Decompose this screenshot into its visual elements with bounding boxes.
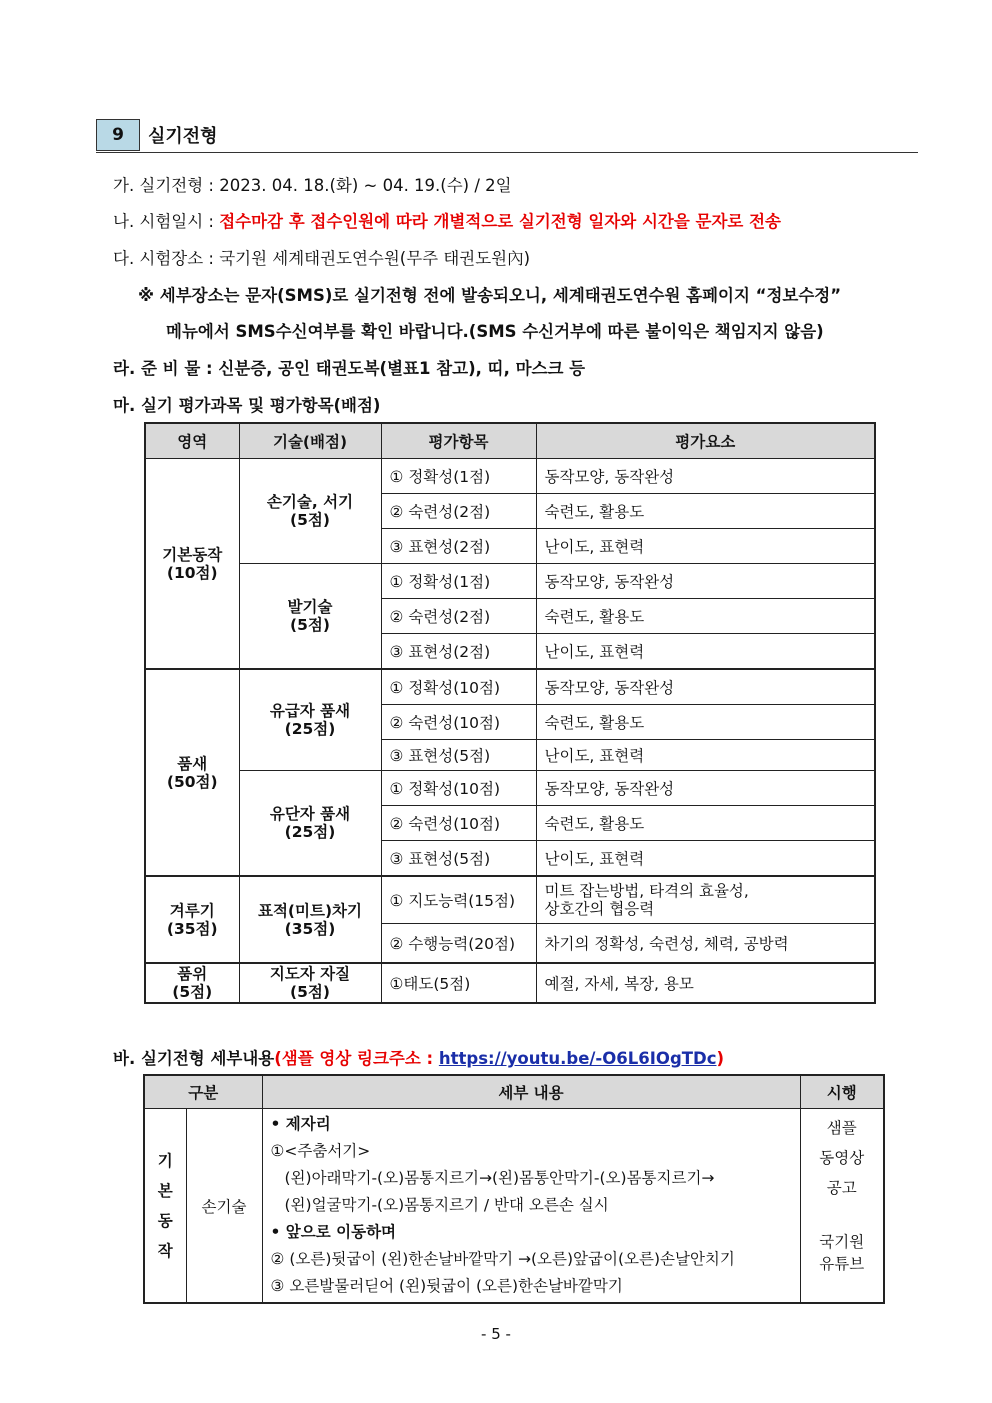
element-cell: 동작모양, 동작완성	[536, 771, 875, 806]
element-cell: 동작모양, 동작완성	[536, 459, 875, 494]
table-row	[145, 459, 875, 494]
skill-name: 유단자 품새	[269, 805, 351, 823]
line-ma: 마. 실기 평가과목 및 평가항목(배점)	[113, 396, 381, 415]
area-name: 겨루기	[169, 901, 215, 920]
area-score: (10점)	[166, 563, 218, 582]
line-na-value: 접수마감 후 접수인원에 따라 개별적으로 실기전형 일자와 시간을 문자로 전송	[219, 212, 781, 231]
skill-cell	[239, 564, 381, 670]
line-da-value: 국기원 세계태권도연수원(무주 태권도원內)	[219, 249, 531, 268]
detail-cell	[262, 1109, 800, 1304]
item-cell: ① 지도능력(15점)	[381, 876, 536, 924]
line-ba	[113, 1045, 724, 1069]
item-cell: ①태도(5점)	[381, 963, 536, 1003]
skill-score: (25점)	[284, 823, 336, 841]
exec-line: 공고	[826, 1179, 857, 1197]
exec-line: 유튜브	[819, 1255, 865, 1273]
item-cell: ② 숙련성(10점)	[381, 806, 536, 841]
item-cell: ② 숙련성(10점)	[381, 705, 536, 740]
element-line-2: 상호간의 협응력	[544, 900, 655, 918]
detail-line: ③ 오른발물러딛어 (왼)뒷굽이 (오른)한손날바깥막기	[270, 1277, 623, 1295]
category-cell	[144, 1109, 186, 1304]
header-detail: 세부 내용	[262, 1075, 800, 1109]
detail-line: ①<주춤서기>	[270, 1142, 371, 1160]
line-da	[113, 245, 530, 269]
element-cell: 숙련도, 활용도	[536, 806, 875, 841]
skill-score: (25점)	[284, 720, 336, 738]
area-name: 품위	[177, 965, 208, 983]
section-number: 9	[96, 119, 140, 151]
detail-line: ② (오른)뒷굽이 (왼)한손날바깥막기 →(오른)앞굽이(오른)손날안치기	[270, 1250, 735, 1268]
skill-name: 표적(미트)차기	[257, 901, 362, 920]
detail-line: • 제자리	[270, 1115, 331, 1133]
element-cell: 난이도, 표현력	[536, 841, 875, 877]
skill-name: 지도자 자질	[269, 965, 351, 983]
item-cell: ③ 표현성(5점)	[381, 841, 536, 877]
line-da-label: 다. 시험장소 :	[113, 249, 220, 268]
table-row	[145, 771, 875, 806]
area-cell	[145, 669, 239, 876]
element-line-1: 미트 잡는방법, 타격의 효율성,	[544, 882, 749, 900]
item-cell: ② 숙련성(2점)	[381, 599, 536, 634]
exec-line: 샘플	[826, 1119, 857, 1137]
category-char: 작	[157, 1241, 173, 1260]
line-ba-label: 바. 실기전형 세부내용	[113, 1049, 275, 1068]
skill-cell	[239, 669, 381, 771]
header-skill: 기술(배점)	[239, 423, 381, 459]
skill-cell	[239, 963, 381, 1003]
table-header-row	[145, 423, 875, 459]
skill-cell	[239, 876, 381, 963]
item-cell: ② 수행능력(20점)	[381, 924, 536, 964]
element-cell: 난이도, 표현력	[536, 740, 875, 771]
section-title: 실기전형	[148, 126, 218, 147]
header-category: 구분	[144, 1075, 262, 1109]
table-row	[145, 669, 875, 705]
sub-category-cell: 손기술	[186, 1109, 262, 1304]
detail-line: • 앞으로 이동하며	[270, 1223, 397, 1241]
skill-name: 발기술	[287, 598, 333, 616]
item-cell: ③ 표현성(5점)	[381, 740, 536, 771]
detail-line: (왼)아래막기-(오)몸통지르기→(왼)몸통안막기-(오)몸통지르기→	[284, 1169, 715, 1187]
skill-score: (5점)	[290, 983, 330, 1001]
category-char: 본	[157, 1181, 173, 1200]
exec-cell	[800, 1109, 884, 1304]
evaluation-table	[144, 422, 876, 1004]
element-cell: 차기의 정확성, 숙련성, 체력, 공방력	[536, 924, 875, 964]
detail-line: (왼)얼굴막기-(오)몸통지르기 / 반대 오른손 실시	[284, 1196, 609, 1214]
detail-table	[143, 1074, 885, 1304]
element-cell: 숙련도, 활용도	[536, 599, 875, 634]
line-ra: 라. 준 비 물 : 신분증, 공인 태권도복(별표1 참고), 띠, 마스크 등	[113, 359, 586, 378]
skill-name: 손기술, 서기	[266, 493, 354, 511]
element-cell: 난이도, 표현력	[536, 634, 875, 670]
sample-video-link[interactable]: https://youtu.be/-O6L6IOgTDc	[438, 1049, 717, 1068]
area-cell	[145, 459, 239, 670]
line-ga-value: 2023. 04. 18.(화) ~ 04. 19.(수) / 2일	[219, 176, 512, 195]
area-cell	[145, 963, 239, 1003]
item-cell: ① 정확성(1점)	[381, 564, 536, 599]
item-cell: ② 숙련성(2점)	[381, 494, 536, 529]
item-cell: ① 정확성(10점)	[381, 669, 536, 705]
element-cell: 숙련도, 활용도	[536, 705, 875, 740]
line-na	[113, 208, 781, 232]
header-element: 평가요소	[536, 423, 875, 459]
element-cell: 동작모양, 동작완성	[536, 564, 875, 599]
header-exec: 시행	[800, 1075, 884, 1109]
element-cell: 숙련도, 활용도	[536, 494, 875, 529]
skill-score: (5점)	[290, 616, 330, 634]
item-cell: ① 정확성(10점)	[381, 771, 536, 806]
element-cell	[536, 876, 875, 924]
table-row	[145, 963, 875, 1003]
skill-score: (5점)	[290, 511, 330, 529]
line-ba-red: (샘플 영상 링크주소 :	[274, 1049, 439, 1068]
category-char: 동	[157, 1211, 173, 1230]
header-area: 영역	[145, 423, 239, 459]
item-cell: ③ 표현성(2점)	[381, 634, 536, 670]
page-number: - 5 -	[481, 1325, 511, 1343]
line-ba-close: )	[716, 1049, 725, 1068]
section-header	[96, 118, 918, 153]
element-cell: 동작모양, 동작완성	[536, 669, 875, 705]
exec-line: 동영상	[819, 1149, 865, 1167]
line-ga-label: 가. 실기전형 :	[113, 176, 220, 195]
area-name: 기본동작	[162, 545, 223, 564]
item-cell: ③ 표현성(2점)	[381, 529, 536, 564]
element-cell: 난이도, 표현력	[536, 529, 875, 564]
table-row	[145, 564, 875, 599]
note-line-1: ※ 세부장소는 문자(SMS)로 실기전형 전에 발송되오니, 세계태권도연수원 홈페이지 “정보수정”	[138, 286, 842, 305]
element-cell: 예절, 자세, 복장, 용모	[536, 963, 875, 1003]
line-ga	[113, 172, 512, 196]
detail-row	[144, 1109, 884, 1304]
skill-cell	[239, 771, 381, 877]
line-na-label: 나. 시험일시 :	[113, 212, 220, 231]
area-score: (50점)	[166, 772, 218, 791]
header-item: 평가항목	[381, 423, 536, 459]
detail-header-row	[144, 1075, 884, 1109]
item-cell: ① 정확성(1점)	[381, 459, 536, 494]
skill-score: (35점)	[284, 919, 336, 938]
note-line-2: 메뉴에서 SMS수신여부를 확인 바랍니다.(SMS 수신거부에 따른 불이익은 책임지지 않음)	[166, 322, 824, 341]
area-score: (5점)	[172, 983, 213, 1001]
skill-name: 유급자 품새	[269, 702, 351, 720]
exec-line: 국기원	[819, 1233, 865, 1251]
area-name: 품새	[177, 754, 208, 773]
category-char: 기	[157, 1151, 173, 1170]
table-row	[145, 876, 875, 924]
area-cell	[145, 876, 239, 963]
skill-cell	[239, 459, 381, 564]
area-score: (35점)	[166, 919, 218, 938]
